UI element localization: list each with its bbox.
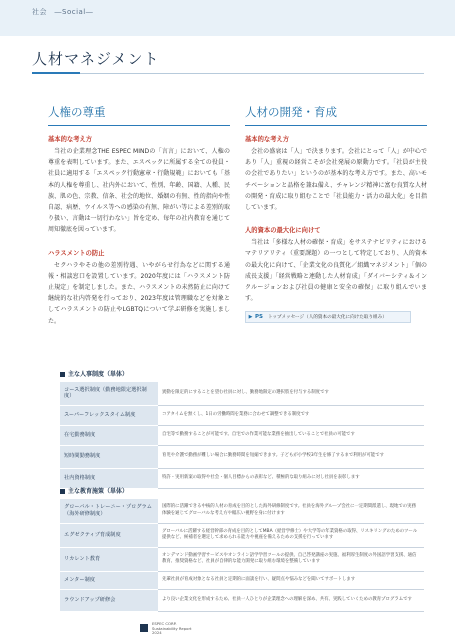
section-category: 社会 ―Social― <box>32 8 94 16</box>
row-name: リカレント教育 <box>60 547 158 571</box>
table-row <box>60 445 424 468</box>
edu-system-heading <box>60 486 424 495</box>
hr-development-title: 人材の開発・育成 <box>245 104 427 126</box>
harassment-heading: ハラスメントの防止 <box>48 249 105 257</box>
row-desc: 自宅等で勤務することが可能です。自宅での作業可能な業務を抽出していることで社員の可能です <box>158 425 424 445</box>
footer-company: ESPEC CORP. <box>152 621 177 626</box>
hr-system-table <box>60 382 424 489</box>
title-divider <box>32 73 424 74</box>
row-name: グローバル・トレーニー・プログラム（海外研修制度） <box>60 499 158 523</box>
top-message-link[interactable] <box>245 311 411 323</box>
edu-system-table <box>60 499 424 612</box>
human-rights-title: 人権の尊重 <box>48 104 230 126</box>
table-row <box>60 425 424 445</box>
human-rights-body: 当社の企業理念THE ESPEC MINDの「言言」において、人権の尊重を表明しています。また、エスペックに所属する全ての役員・社員に適用する「エスペック行動憲章・行動規範」においても「基本的人権を尊重し、社内外において、性別、年齢、国籍、人種、民族、肌の色、宗教、信条、社会的地位、婚姻の有無、性的指向や性自認、病歴、ウイルス等への感染の有無、障がい等による差別的取り扱い、言動は一切行わない」旨を定め、毎年の社内教育を通じて周知徹底を図っています。 <box>48 148 230 234</box>
edu-system-heading-text: 主な教育施策（単体） <box>68 488 129 495</box>
hr-system-section <box>60 369 424 489</box>
hr-system-heading-text: 主な人事制度（単体） <box>68 371 129 378</box>
human-rights-column <box>48 104 230 327</box>
row-desc: より良い企業文化を形成するため、社員一人ひとりが企業理念への理解を深め、共有、実践していくための教育プログラムです <box>158 589 424 611</box>
table-row <box>60 405 424 425</box>
row-desc: オンデマンド動画学習サービスやオンライン語学学習ツールの提供、自己啓発講座の実施、福利厚生制度の外国語学習支援、通信教育、推奨資格など、社員が自律的な能力開発に取り組む環境を整備しています <box>158 547 424 571</box>
table-row <box>60 382 424 405</box>
table-row <box>60 523 424 547</box>
footer-info <box>152 622 192 636</box>
hr-system-heading <box>60 369 424 378</box>
human-capital-body: 当社は「多様な人材の確保・育成」をサステナビリティにおけるマテリアリティ（重要課題）の一つとして特定しており、人的資本の最大化に向けて、「企業文化の良質化／組織マネジメント」「個の成長支援」「経営戦略と連動した人材育成」「ダイバーシティ＆インクルージョンおよび社員の健康と安全の確保」に取り組んでいます。 <box>245 239 427 303</box>
company-logo-icon <box>140 624 148 632</box>
row-name: コース選択制度（勤務地限定選択制度） <box>60 382 158 405</box>
title-accent <box>32 72 80 74</box>
row-desc: コアタイムを無くし、1日の労働時間を業務に合わせて調整できる制度です <box>158 405 424 425</box>
footer-year: 2024 <box>152 630 162 635</box>
link-text[interactable]: トップメッセージ（人的資本の最大化に向けた取り組み） <box>268 315 387 321</box>
row-name: 社内資格制度 <box>60 468 158 488</box>
row-name: 在宅勤務制度 <box>60 425 158 445</box>
row-name: ラウンドアップ研修会 <box>60 589 158 611</box>
row-name: エグゼクティブ育成制度 <box>60 523 158 547</box>
page-title: 人材マネジメント <box>32 50 160 68</box>
edu-system-section <box>60 486 424 612</box>
hr-development-column <box>245 104 427 323</box>
row-desc: グローバルに活躍する経営幹部の育成を目的としてMBA（経営学修士）や大学等の年業資格の取得、リスキリングのためのツール提供など、候補者を選定して求められる能力や視座を備えるための支援を行っています <box>158 523 424 547</box>
square-bullet-icon <box>60 372 65 377</box>
basic-approach-heading-right: 基本的な考え方 <box>245 136 290 143</box>
row-desc: 特許・実用新案の取得や社会・個人目標からの表彰など、積極的な取り組みに対し社員を表彰します <box>158 468 424 488</box>
basic-approach-heading: 基本的な考え方 <box>48 136 93 143</box>
footer-report: Sustainability Report <box>152 625 192 631</box>
row-desc: 異動を限定的にすることを望む社員に対し、勤務地限定の選択肢を付与する制度です <box>158 382 424 405</box>
table-row <box>60 499 424 523</box>
row-desc: 先輩社員が育成対象となる社員と定期的に面談を行い、疑問点や悩みなどを聞いてサポートします <box>158 571 424 589</box>
link-ps-label: PS <box>255 314 263 321</box>
row-name: スーパーフレックスタイム制度 <box>60 405 158 425</box>
human-capital-heading: 人的資本の最大化に向けて <box>245 227 321 235</box>
arrow-right-icon: ▶ <box>248 314 253 321</box>
row-desc: 国際的に活躍できる中核的人材の育成を目的とした海外研修制度です。社員を海外グループ会社に一定期間派遣し、現地での実務体験を通じてグローバルな考え方や幅広い視野を身に付けます <box>158 499 424 523</box>
square-bullet-icon <box>60 489 65 494</box>
table-row <box>60 547 424 571</box>
row-name: メンター制度 <box>60 571 158 589</box>
table-row <box>60 571 424 589</box>
row-desc: 育児や介護で勤務が難しい場合に勤務時間を短縮できます。子どもが小学校3年生を修了するまで利用が可能です <box>158 445 424 468</box>
hr-development-body: 会社の盛衰は「人」で決まります。会社にとって「人」が中心であり「人」重視の経営こそが会社発展の原動力です。「社員が主役の会社でありたい」というのが基本的な考え方です。また、高いモチベーションと品格を兼ね備え、チャレンジ精神に富む良質な人材の開発・育成に取り組むことで「社員能力・活力の最大化」を目指しています。 <box>245 148 427 212</box>
table-row <box>60 468 424 488</box>
table-row <box>60 589 424 611</box>
harassment-body: セクハラやその他の差別待遇、いやがらせ行為などに関する通報・相談窓口を設置しています。2020年度には「ハラスメント防止規定」を制定しました。また、ハラスメントの未然防止に向けて継続的な社内啓発を行っており、2023年度は管理職などを対象としてハラスメントの防止やLGBTQについて学ぶ研修を実施しました。 <box>48 261 230 325</box>
row-name: 短時間勤務制度 <box>60 445 158 468</box>
